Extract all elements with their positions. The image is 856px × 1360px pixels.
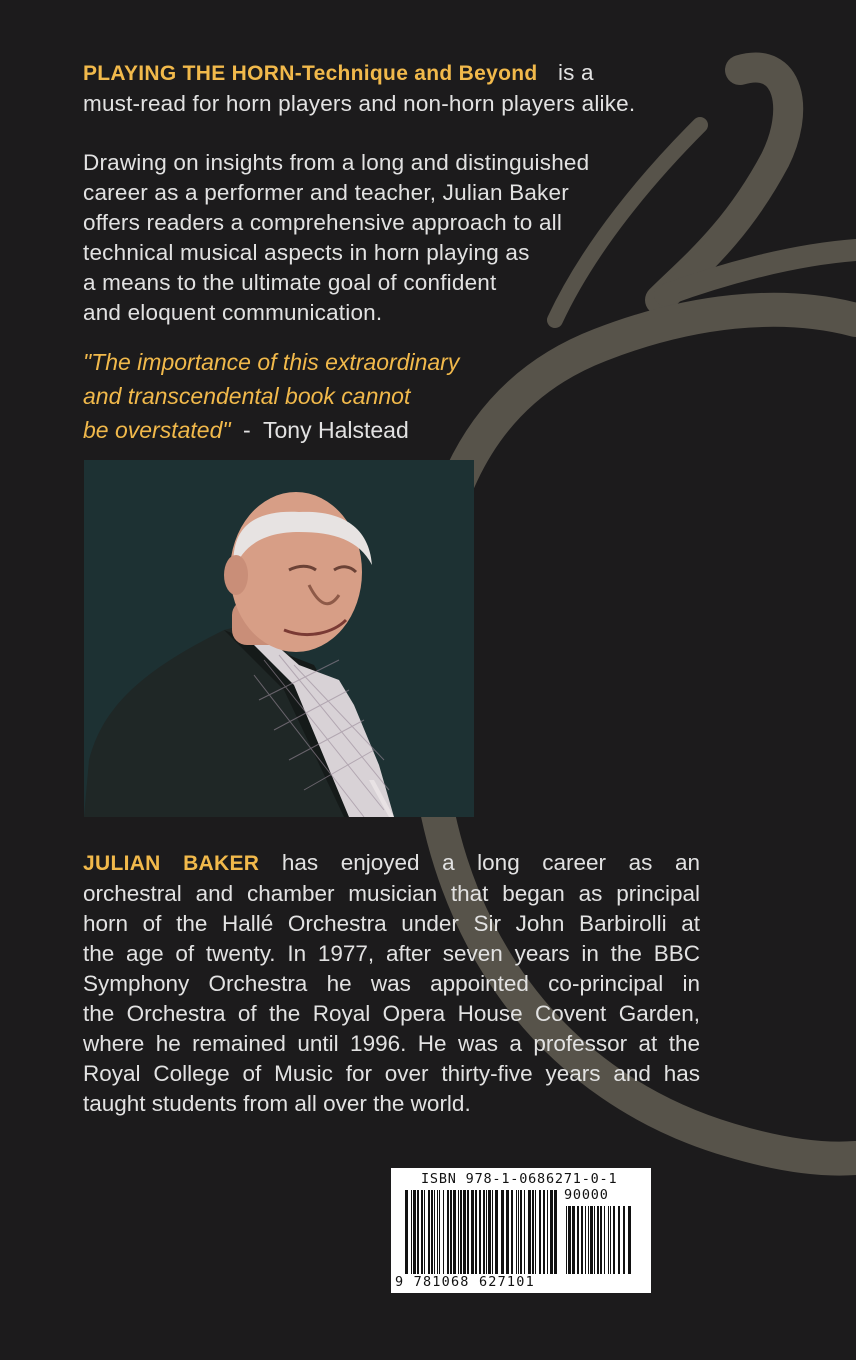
bio-line: horn of the Hallé Orchestra under Sir John Barbirolli at <box>83 911 700 936</box>
book-subtitle: Technique and Beyond <box>302 62 538 85</box>
quote-line: "The importance of this extraordinary <box>83 349 460 375</box>
barcode-bar <box>594 1206 595 1274</box>
addon-barcode-bars <box>566 1206 634 1274</box>
isbn-label: ISBN 978-1-0686271-0-1 <box>421 1171 618 1187</box>
description-line: Drawing on insights from a long and distinguished <box>83 150 590 175</box>
barcode-bar <box>568 1206 571 1274</box>
author-photo <box>84 460 474 817</box>
barcode-bar <box>471 1190 474 1274</box>
book-title: PLAYING THE HORN <box>83 62 295 85</box>
barcode-bar <box>581 1206 583 1274</box>
barcode-bar <box>428 1190 430 1274</box>
review-quote <box>83 345 583 447</box>
bio-line: taught students from all over the world. <box>83 1091 471 1116</box>
barcode-bar <box>608 1206 609 1274</box>
bio-line: orchestral and chamber musician that began as principal <box>83 881 700 906</box>
bio-line: Royal College of Music for over thirty-five years and has <box>83 1061 700 1086</box>
barcode-bar <box>447 1190 449 1274</box>
barcode-bar <box>532 1190 534 1274</box>
barcode-bar <box>488 1190 491 1274</box>
barcode-bar <box>604 1206 605 1274</box>
bio-line: where he remained until 1996. He was a professor at the <box>83 1031 700 1056</box>
barcode-bar <box>479 1190 481 1274</box>
barcode-bar <box>566 1206 567 1274</box>
description-line: offers readers a comprehensive approach to all <box>83 210 563 235</box>
barcode-bar <box>600 1206 602 1274</box>
barcode-bar <box>518 1190 519 1274</box>
barcode-bar <box>450 1190 452 1274</box>
barcode-bar <box>554 1190 557 1274</box>
barcode-bar <box>434 1190 435 1274</box>
quote-line: and transcendental book cannot <box>83 383 411 409</box>
bio-line: the Orchestra of the Royal Opera House Covent Garden, <box>83 1001 700 1026</box>
barcode-bar <box>511 1190 513 1274</box>
barcode-bar <box>443 1190 444 1274</box>
quote-attribution: Tony Halstead <box>263 417 409 443</box>
barcode-bar <box>628 1206 631 1274</box>
bio-first-line-rest: has enjoyed a long career as an <box>281 850 700 875</box>
barcode-bar <box>588 1206 589 1274</box>
barcode-bar <box>520 1190 522 1274</box>
barcode-bar <box>547 1190 548 1274</box>
barcode-bar <box>437 1190 438 1274</box>
barcode-bar <box>577 1206 579 1274</box>
barcode-bar <box>623 1206 625 1274</box>
barcode-bar <box>572 1206 575 1274</box>
description-line: a means to the ultimate goal of confident <box>83 270 497 295</box>
description-paragraph <box>83 148 683 328</box>
barcode-bar <box>413 1190 416 1274</box>
title-dash: - <box>294 62 303 85</box>
barcode-bar <box>424 1190 425 1274</box>
barcode-bar <box>590 1206 593 1274</box>
bio-line: Symphony Orchestra he was appointed co-principal in <box>83 971 700 996</box>
barcode-bar <box>483 1190 485 1274</box>
barcode-bar <box>613 1206 615 1274</box>
barcode-bar <box>458 1190 459 1274</box>
bio-line: the age of twenty. In 1977, after seven years in the BBC <box>83 941 700 966</box>
barcode-bar <box>539 1190 541 1274</box>
barcode-bar <box>501 1190 504 1274</box>
barcode-bar <box>585 1206 586 1274</box>
barcode-bar <box>439 1190 440 1274</box>
barcode-bar <box>618 1206 620 1274</box>
barcode-bar <box>524 1190 525 1274</box>
ean-digits: 9 781068 627101 <box>395 1274 535 1290</box>
author-portrait-illustration <box>84 460 474 817</box>
intro-line-1-tail: is a <box>557 60 594 85</box>
author-name: JULIAN BAKER <box>83 852 260 875</box>
description-line: career as a performer and teacher, Julian Baker <box>83 180 569 205</box>
description-line: technical musical aspects in horn playing as <box>83 240 530 265</box>
intro-block <box>83 58 723 119</box>
barcode-bar <box>506 1190 509 1274</box>
quote-line: be overstated" <box>83 417 231 443</box>
barcode-bar <box>543 1190 545 1274</box>
barcode-bar <box>417 1190 419 1274</box>
barcode-bar <box>467 1190 469 1274</box>
ean-barcode-bars <box>405 1190 557 1274</box>
barcode-bar <box>495 1190 498 1274</box>
barcode-bar <box>535 1190 536 1274</box>
barcode-bar <box>460 1190 462 1274</box>
quote-last-line <box>83 413 583 447</box>
barcode-bar <box>610 1206 611 1274</box>
intro-line-1 <box>83 58 723 89</box>
intro-line-2: must-read for horn players and non-horn players alike. <box>83 91 636 116</box>
author-bio <box>83 848 700 1119</box>
barcode-bar <box>528 1190 531 1274</box>
barcode-bar <box>475 1190 477 1274</box>
price-code: 90000 <box>564 1187 609 1203</box>
barcode-bar <box>411 1190 412 1274</box>
bio-line <box>83 848 700 879</box>
barcode-bar <box>431 1190 433 1274</box>
barcode-bar <box>516 1190 517 1274</box>
isbn-barcode <box>391 1168 651 1293</box>
barcode-bar <box>550 1190 553 1274</box>
barcode-bar <box>405 1190 408 1274</box>
barcode-bar <box>421 1190 423 1274</box>
barcode-bar <box>463 1190 466 1274</box>
quote-separator: - <box>242 417 251 443</box>
barcode-bar <box>486 1190 487 1274</box>
description-line: and eloquent communication. <box>83 300 383 325</box>
barcode-bar <box>453 1190 456 1274</box>
barcode-bar <box>492 1190 493 1274</box>
barcode-bar <box>597 1206 599 1274</box>
